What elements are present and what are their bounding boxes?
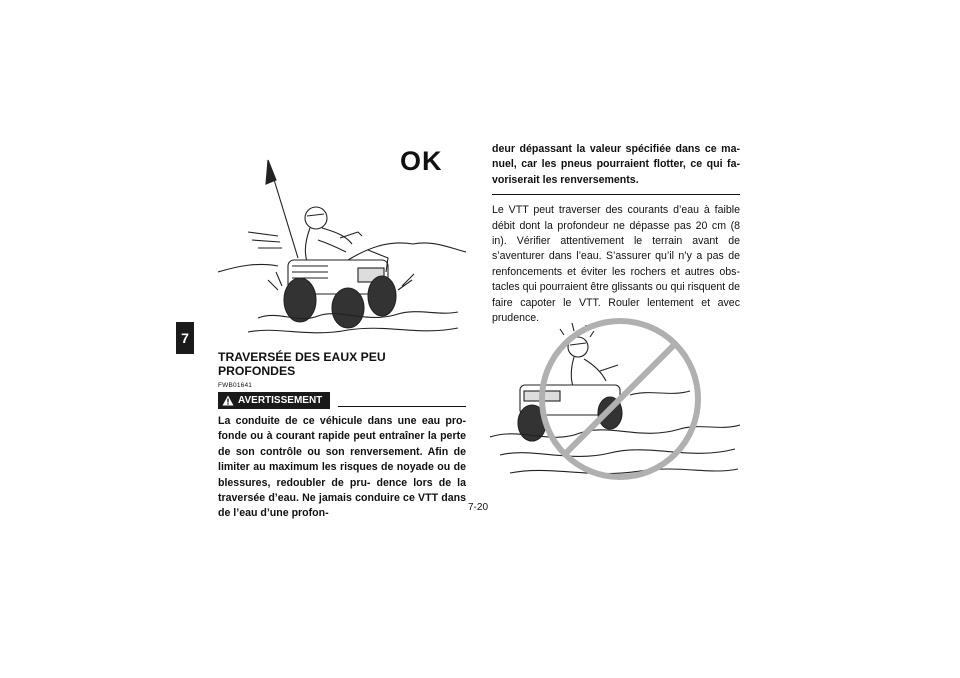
warning-end-rule	[492, 194, 740, 195]
page-number: 7-20	[468, 502, 489, 513]
warning-badge	[218, 392, 330, 409]
body-text: Le VTT peut traverser des courants d’eau à faible débit dont la profondeur ne dépasse pas 20 cm (8 in). Vérifier attentivement le terrain avant de s’aventurer dans l’eau. S’assurer qu’il n’y a pas de renfoncements et éviter les rochers et autres obs- tacles qui pourraient être glissants ou qui risquent de faire capoter le VTT. Rouler lentement et avec prudence.	[492, 204, 740, 325]
section-title: TRAVERSÉE DES EAUX PEU PROFONDES	[218, 350, 386, 378]
warning-text: La conduite de ce véhicule dans une eau pro- fonde ou à courant rapide peut entraîner la perte de son contrôle ou son renversement. Afin de limiter au maximum les risques de noyade ou de blessures, redoubler de pru- dence lors de la traversée d’eau. Ne jamais conduire ce VTT dans de l’eau d’une profon-	[218, 415, 466, 520]
warning-label: AVERTISSEMENT	[238, 395, 323, 406]
warning-text-continued: deur dépassant la valeur spécifiée dans ce ma- nuel, car les pneus pourraient flotter, ce qui fa- voriserait les renversements.	[492, 143, 740, 186]
left-column	[218, 350, 466, 522]
warning-code: FWB01641	[218, 382, 253, 389]
right-column	[492, 142, 740, 326]
warning-triangle-icon	[222, 395, 234, 406]
ok-label: OK	[400, 146, 443, 176]
warning-rule	[338, 406, 466, 407]
warning-header	[218, 392, 466, 409]
chapter-tab: 7	[176, 322, 194, 354]
atv-deep-water-prohibited-illustration	[490, 315, 740, 487]
